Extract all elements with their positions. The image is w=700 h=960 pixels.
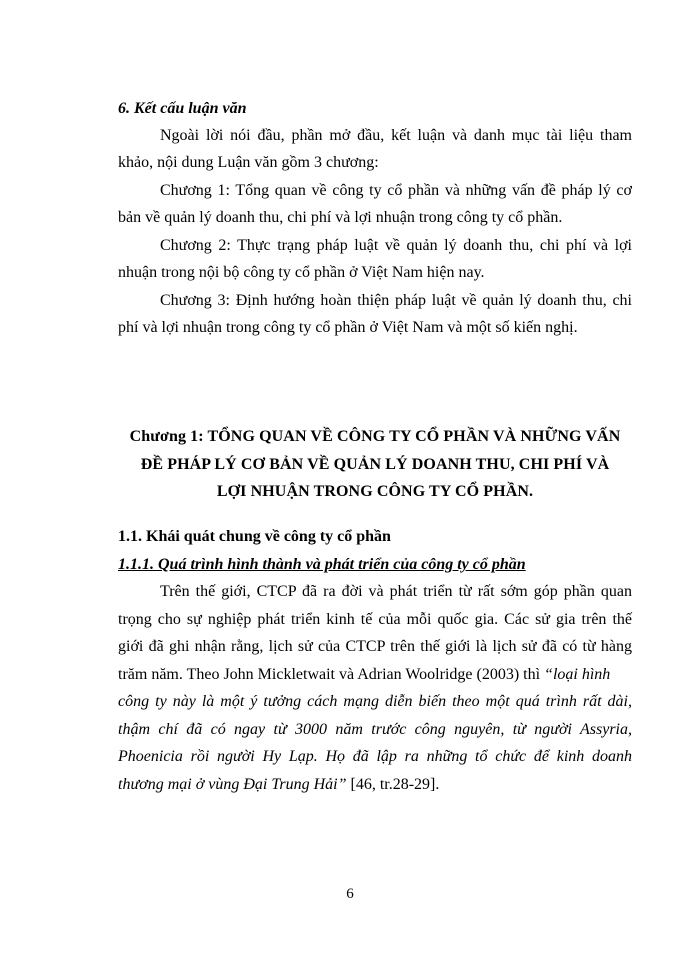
page-number: 6: [346, 886, 354, 902]
quotation-text: “loại hình: [544, 666, 611, 683]
paragraph-line: Chương 3: Định hướng hoàn thiện pháp luật về quản lý doanh thu, chi: [160, 292, 632, 309]
paragraph-line: Chương 2: Thực trạng pháp luật về quản lý doanh thu, chi phí và lợi: [160, 237, 632, 254]
citation-text: [46, tr.28-29].: [346, 776, 440, 793]
paragraph-line: [118, 665, 632, 685]
section-heading: 6. Kết cấu luận văn: [118, 100, 247, 117]
paragraph-line: bản về quản lý doanh thu, chi phí và lợi nhuận trong công ty cổ phần.: [118, 209, 563, 226]
chapter-title-line: LỢI NHUẬN TRONG CÔNG TY CỔ PHẦN.: [216, 483, 534, 500]
paragraph-line: Ngoài lời nói đầu, phần mở đầu, kết luận và danh mục tài liệu tham: [160, 127, 632, 144]
paragraph-line: trọng cho sự nghiệp phát triển kinh tế của mỗi quốc gia. Các sử gia trên thế: [118, 611, 632, 628]
paragraph-line: [118, 775, 439, 795]
chapter-title-line: ĐỀ PHÁP LÝ CƠ BẢN VỀ QUẢN LÝ DOANH THU, CHI PHÍ VÀ: [140, 456, 610, 473]
quotation-line: công ty này là một ý tưởng cách mạng diễn biến theo một quá trình rất dài,: [118, 693, 632, 710]
paragraph-line: Trên thế giới, CTCP đã ra đời và phát triển từ rất sớm góp phần quan: [160, 583, 632, 600]
paragraph-text: trăm năm. Theo John Mickletwait và Adrian Woolridge (2003) thì: [118, 666, 545, 683]
quotation-line: thậm chí đã có ngay từ 3000 năm trước công nguyên, từ người Assyria,: [118, 721, 632, 738]
paragraph-line: Chương 1: Tổng quan về công ty cổ phần và những vấn đề pháp lý cơ: [160, 182, 632, 199]
quotation-line: Phoenicia rồi người Hy Lạp. Họ đã lập ra những tổ chức để kinh doanh: [118, 748, 632, 765]
quotation-text: thương mại ở vùng Đại Trung Hải”: [118, 776, 347, 793]
subsection-heading: 1.1.1. Quá trình hình thành và phát triển của công ty cổ phần: [118, 556, 526, 573]
chapter-title-line: Chương 1: TỔNG QUAN VỀ CÔNG TY CỔ PHẦN VÀ NHỮNG VẤN: [129, 428, 621, 445]
paragraph-line: phí và lợi nhuận trong công ty cổ phần ở Việt Nam và một số kiến nghị.: [118, 319, 578, 336]
paragraph-line: nhuận trong nội bộ công ty cổ phần ở Việt Nam hiện nay.: [118, 264, 485, 281]
section-heading: 1.1. Khái quát chung về công ty cổ phần: [118, 528, 391, 545]
paragraph-line: khảo, nội dung Luận văn gồm 3 chương:: [118, 154, 379, 171]
paragraph-line: giới đã ghi nhận rằng, lịch sử của CTCP trên thế giới là lịch sử đã có từ hàng: [118, 638, 632, 655]
